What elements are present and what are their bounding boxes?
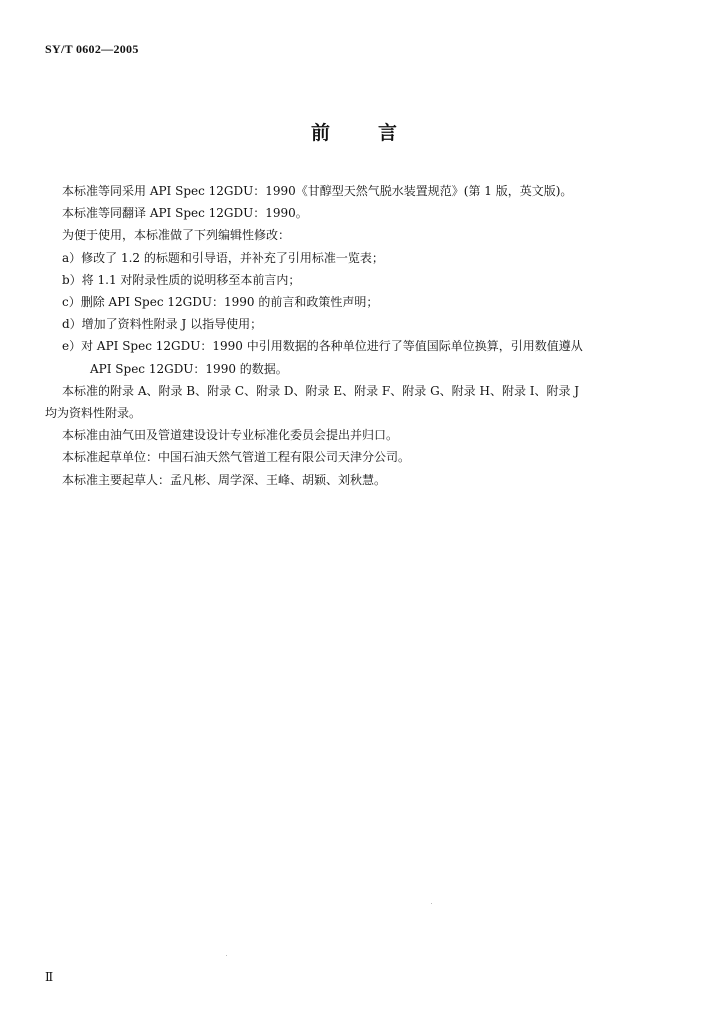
- list-item-b: b）将 1.1 对附录性质的说明移至本前言内；: [62, 272, 301, 287]
- list-item-e-line1: e）对 API Spec 12GDU：1990 中引用数据的各种单位进行了等值国际单位换算，引用数值遵从: [62, 339, 583, 354]
- list-item-a: a）修改了 1.2 的标题和引导语，并补充了引用标准一览表；: [62, 250, 384, 265]
- scan-speck: [431, 903, 432, 904]
- paragraph-adoption: 本标准等同采用 API Spec 12GDU：1990《甘醇型天然气脱水装置规范》(第 1 版，英文版)。: [62, 184, 573, 198]
- list-item-d: d）增加了资料性附录 J 以指导使用；: [62, 317, 263, 332]
- paragraph-edits-intro: 为便于使用，本标准做了下列编辑性修改：: [62, 228, 291, 243]
- standard-code: SY/T 0602—2005: [45, 42, 139, 56]
- page-number: Ⅱ: [45, 970, 54, 984]
- list-item-e-line2: API Spec 12GDU：1990 的数据。: [90, 361, 288, 376]
- foreword-body: [45, 180, 675, 491]
- paragraph-proposer: 本标准由油气田及管道建设设计专业标准化委员会提出并归口。: [62, 428, 399, 443]
- paragraph-drafting-unit: 本标准起草单位：中国石油天然气管道工程有限公司天津分公司。: [62, 450, 411, 465]
- paragraph-translation: 本标准等同翻译 API Spec 12GDU：1990。: [62, 206, 308, 221]
- title-char-2: 言: [378, 122, 398, 144]
- paragraph-annexes-line1: 本标准的附录 A、附录 B、附录 C、附录 D、附录 E、附录 F、附录 G、附录 H、附录 I、附录 J: [62, 383, 580, 398]
- page-title: [0, 118, 708, 145]
- list-item-c: c）删除 API Spec 12GDU：1990 的前言和政策性声明；: [62, 295, 379, 310]
- paragraph-annexes-line2: 均为资料性附录。: [45, 406, 142, 421]
- scan-speck: [226, 955, 227, 956]
- title-char-1: 前: [310, 122, 330, 144]
- paragraph-drafters: 本标准主要起草人：孟凡彬、周学深、王峰、胡颖、刘秋慧。: [62, 472, 387, 487]
